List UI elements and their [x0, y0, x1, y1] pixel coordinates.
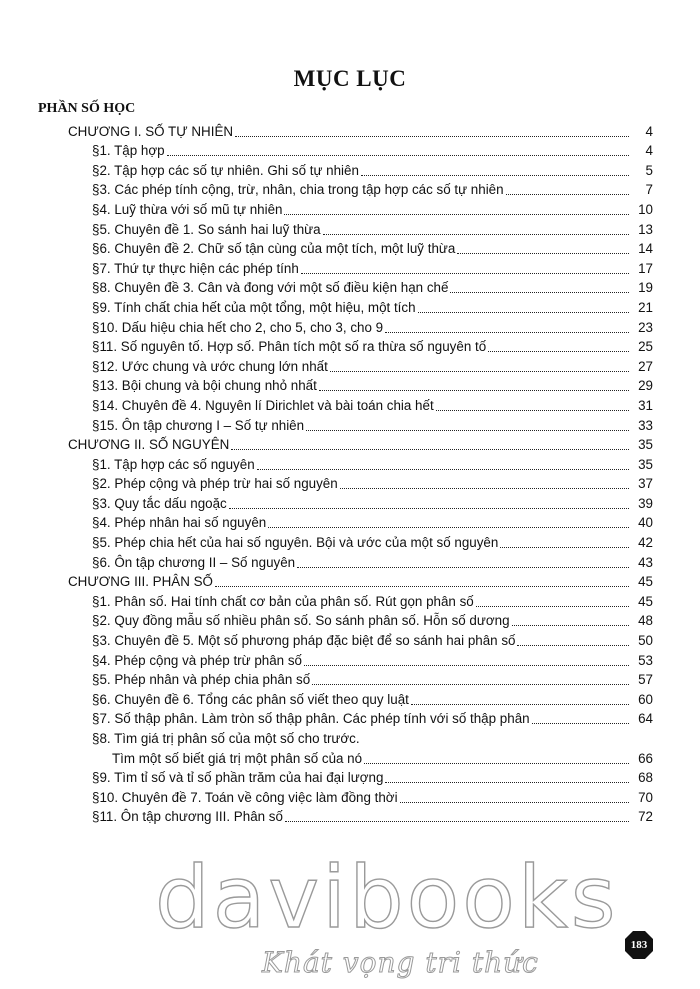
dot-leader [500, 547, 629, 548]
toc-page-number: 57 [638, 672, 653, 688]
toc-entry-title: §1. Tập hợp các số nguyên [92, 456, 255, 472]
dot-leader [385, 782, 629, 783]
page-number: 183 [630, 939, 648, 951]
toc-entry-row [0, 669, 700, 689]
dot-leader [364, 763, 629, 764]
publisher-slogan: Khát vọng tri thức [262, 946, 539, 979]
toc-page-number: 35 [638, 456, 653, 472]
part-heading: PHẦN SỐ HỌC [38, 101, 136, 116]
toc-page-number: 17 [638, 260, 653, 276]
dot-leader [268, 527, 629, 528]
toc-page-number: 48 [638, 613, 653, 629]
toc-page-number: 39 [638, 495, 653, 511]
toc-entry-title: §10. Dấu hiệu chia hết cho 2, cho 5, cho 3, cho 9 [92, 319, 384, 335]
toc-entry-row [0, 629, 700, 649]
toc-page-number: 4 [645, 143, 653, 159]
toc-entry-title: §2. Phép cộng và phép trừ hai số nguyên [92, 476, 338, 492]
toc-page-number: 23 [638, 319, 653, 335]
toc-entry-row [0, 453, 700, 473]
dot-leader [411, 704, 629, 705]
dot-leader [304, 665, 629, 666]
toc-page-number: 37 [638, 476, 653, 492]
toc-page-number: 14 [638, 241, 653, 257]
toc-page-number: 4 [645, 123, 653, 139]
toc-entry-title: §7. Thứ tự thực hiện các phép tính [92, 260, 299, 276]
toc-entry-title: §1. Phân số. Hai tính chất cơ bản của phân số. Rút gọn phân số [92, 593, 474, 609]
toc-entry-title: §9. Tính chất chia hết của một tổng, một hiệu, một tích [92, 299, 416, 315]
toc-page-number: 42 [638, 535, 653, 551]
toc-entry-row [0, 336, 700, 356]
toc-entry-row [0, 140, 700, 160]
toc-page-number: 53 [638, 652, 653, 668]
dot-leader [488, 351, 629, 352]
toc-page-number: 45 [638, 593, 653, 609]
toc-page-number: 19 [638, 280, 653, 296]
toc-entry-title: CHƯƠNG II. SỐ NGUYÊN [68, 437, 230, 453]
dot-leader [361, 175, 629, 176]
toc-page-number: 7 [645, 182, 653, 198]
toc-page-number: 70 [638, 789, 653, 805]
toc-entry-title: §3. Chuyên đề 5. Một số phương pháp đặc biệt để so sánh hai phân số [92, 633, 516, 649]
toc-entry-row [0, 277, 700, 297]
toc-entry-title: CHƯƠNG I. SỐ TỰ NHIÊN [68, 123, 234, 139]
toc-page-number: 43 [638, 554, 653, 570]
dot-leader [215, 586, 629, 587]
toc-entry-title: §12. Ước chung và ước chung lớn nhất [92, 358, 328, 374]
toc-entry-row [0, 257, 700, 277]
dot-leader [532, 723, 629, 724]
toc-entry-title: §10. Chuyên đề 7. Toán về công việc làm đồng thời [92, 789, 398, 805]
dot-leader [330, 371, 629, 372]
toc-entry-row [0, 179, 700, 199]
toc-entry-title: §11. Ôn tập chương III. Phân số [92, 809, 283, 825]
toc-entry-title: §8. Chuyên đề 3. Cân và đong với một số điều kiện hạn chế [92, 280, 449, 296]
toc-page-number: 5 [645, 162, 653, 178]
toc-entry-title: §6. Chuyên đề 6. Tổng các phân số viết theo quy luật [92, 691, 409, 707]
dot-leader [306, 430, 629, 431]
page-number-badge [624, 930, 654, 960]
toc-entry-title: §1. Tập hợp [92, 143, 165, 159]
toc-page-number: 50 [638, 633, 653, 649]
dot-leader [235, 136, 629, 137]
toc-entry-title: CHƯƠNG III. PHÂN SỐ [68, 574, 213, 590]
toc-entry-title: §5. Chuyên đề 1. So sánh hai luỹ thừa [92, 221, 321, 237]
toc-entry-title: §2. Quy đồng mẫu số nhiều phân số. So sánh phân số. Hỗn số dương [92, 613, 510, 629]
dot-leader [297, 567, 629, 568]
toc-entry-row [0, 492, 700, 512]
toc-entry-row [0, 473, 700, 493]
toc-page-number: 33 [638, 417, 653, 433]
toc-entry-title: §4. Luỹ thừa với số mũ tự nhiên [92, 201, 283, 217]
toc-page-number: 66 [638, 750, 653, 766]
toc-entry-row [0, 531, 700, 551]
toc-page-number: 40 [638, 515, 653, 531]
toc-entry-row [0, 375, 700, 395]
toc-entry-row [0, 198, 700, 218]
toc-entry-title: §15. Ôn tập chương I – Số tự nhiên [92, 417, 305, 433]
toc-page-number: 27 [638, 358, 653, 374]
toc-entry-title: Tìm một số biết giá trị một phân số của nó [112, 750, 363, 766]
toc-entry-title: §4. Phép cộng và phép trừ phân số [92, 652, 302, 668]
toc-entry-row [0, 414, 700, 434]
dot-leader [418, 312, 629, 313]
dot-leader [517, 645, 629, 646]
dot-leader [229, 508, 629, 509]
toc-entry-title: §5. Phép nhân và phép chia phân số [92, 672, 311, 688]
dot-leader [450, 292, 629, 293]
toc-entry-title: §4. Phép nhân hai số nguyên [92, 515, 267, 531]
toc-entry-row [0, 610, 700, 630]
toc-entry-title: §5. Phép chia hết của hai số nguyên. Bội và ước của một số nguyên [92, 535, 499, 551]
toc-entry-row [0, 747, 700, 767]
dot-leader [457, 253, 629, 254]
toc-page-number: 10 [638, 201, 653, 217]
toc-entry-title: §8. Tìm giá trị phân số của một số cho trước. [92, 731, 360, 746]
toc-entry-row [0, 551, 700, 571]
toc-entry-title: §9. Tìm tỉ số và tỉ số phần trăm của hai đại lượng [92, 770, 384, 786]
toc-entry-title: §3. Quy tắc dấu ngoặc [92, 495, 227, 511]
dot-leader [301, 273, 629, 274]
toc-entry-row [0, 394, 700, 414]
toc-page-number: 68 [638, 770, 653, 786]
toc-entry-row [0, 806, 700, 826]
dot-leader [285, 821, 629, 822]
table-of-contents [0, 120, 700, 825]
toc-entry-row [0, 708, 700, 728]
toc-entry-title: §2. Tập hợp các số tự nhiên. Ghi số tự nhiên [92, 162, 359, 178]
toc-chapter-row [0, 120, 700, 140]
toc-page-number: 31 [638, 397, 653, 413]
toc-page-number: 29 [638, 378, 653, 394]
dot-leader [340, 488, 629, 489]
toc-page-number: 72 [638, 809, 653, 825]
toc-page-number: 64 [638, 711, 653, 727]
toc-entry-row [0, 767, 700, 787]
toc-entry-row [0, 296, 700, 316]
toc-page-number: 45 [638, 574, 653, 590]
toc-entry-row [0, 159, 700, 179]
dot-leader [319, 390, 629, 391]
toc-entry-row [0, 786, 700, 806]
toc-entry-row [0, 355, 700, 375]
dot-leader [506, 194, 629, 195]
toc-entry-title: §11. Số nguyên tố. Hợp số. Phân tích một số ra thừa số nguyên tố [92, 339, 487, 355]
dot-leader [312, 684, 629, 685]
dot-leader [284, 214, 629, 215]
dot-leader [231, 449, 629, 450]
dot-leader [257, 469, 629, 470]
toc-entry-row [0, 218, 700, 238]
toc-entry-title: §7. Số thập phân. Làm tròn số thập phân. Các phép tính với số thập phân [92, 711, 530, 727]
dot-leader [476, 606, 629, 607]
toc-page-number: 21 [638, 299, 653, 315]
publisher-watermark: davibooks [155, 848, 619, 948]
dot-leader [512, 625, 629, 626]
toc-entry-row [0, 238, 700, 258]
dot-leader [323, 234, 629, 235]
toc-entry-title: §6. Ôn tập chương II – Số nguyên [92, 554, 296, 570]
dot-leader [385, 332, 629, 333]
toc-entry-row [0, 688, 700, 708]
toc-entry-row [0, 590, 700, 610]
dot-leader [167, 155, 629, 156]
toc-chapter-row [0, 434, 700, 454]
toc-page-number: 60 [638, 691, 653, 707]
toc-entry-title: §6. Chuyên đề 2. Chữ số tận cùng của một tích, một luỹ thừa [92, 241, 456, 257]
page-title: MỤC LỤC [293, 66, 407, 91]
dot-leader [400, 802, 629, 803]
toc-entry-title: §14. Chuyên đề 4. Nguyên lí Dirichlet và bài toán chia hết [92, 397, 434, 413]
toc-page-number: 25 [638, 339, 653, 355]
toc-entry-title: §3. Các phép tính cộng, trừ, nhân, chia trong tập hợp các số tự nhiên [92, 182, 504, 198]
toc-chapter-row [0, 571, 700, 591]
toc-page-number: 35 [638, 437, 653, 453]
toc-page-number: 13 [638, 221, 653, 237]
dot-leader [436, 410, 629, 411]
toc-entry-title: §13. Bội chung và bội chung nhỏ nhất [92, 378, 317, 394]
toc-entry-row [0, 316, 700, 336]
toc-entry-row [0, 727, 700, 747]
toc-entry-row [0, 512, 700, 532]
toc-entry-row [0, 649, 700, 669]
